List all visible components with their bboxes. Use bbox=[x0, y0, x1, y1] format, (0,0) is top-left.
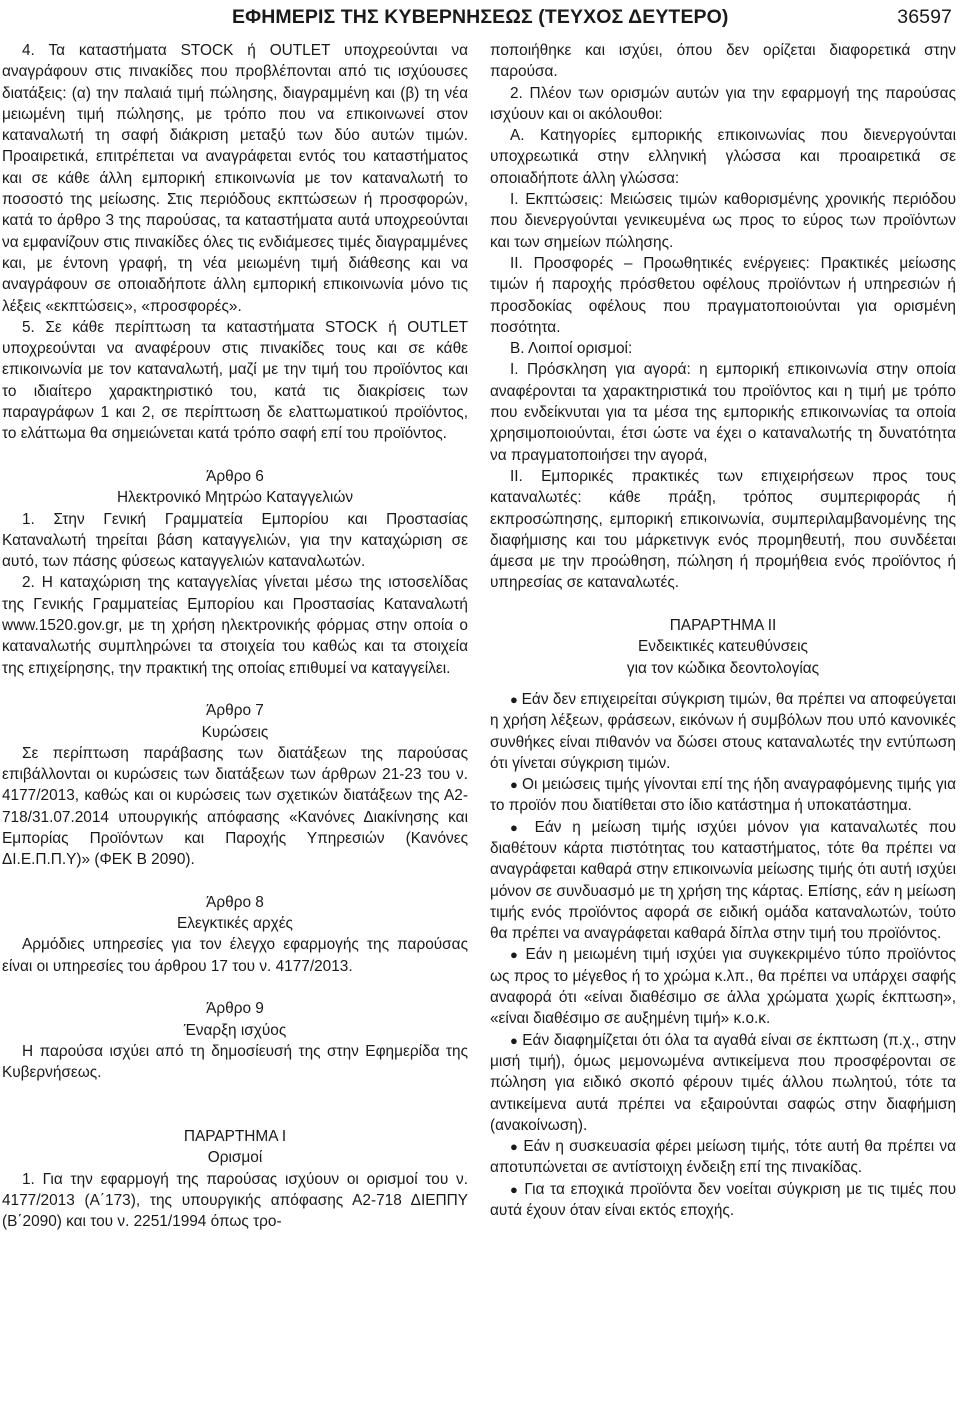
article-6-subtitle: Ηλεκτρονικό Μητρώο Καταγγελιών bbox=[116, 489, 354, 507]
annex-1-subtitle: Ορισμοί bbox=[207, 1149, 263, 1167]
guideline-bullet-3: ● Εάν η μείωση τιμής ισχύει μόνον για καταναλωτές που διαθέτουν κάρτα πιστότητας του καταστήματος, τότε θα πρέπει να αναγράφεται καθαρά στην επικοινωνία μείωσης τιμής ότι αυτή ισχύει μόνον σε συνδυασμό με τη χρήση της κάρτας. Επίσης, εάν η μείωση τιμής ενός προϊόντος αφορά σε ειδική ομάδα καταναλωτών, τούτο θα πρέπει να αναγράφεται καθαρά δίπλα στην τιμή του προϊόντος. bbox=[490, 817, 956, 945]
guideline-bullet-2: ● Οι μειώσεις τιμής γίνονται επί της ήδη αναγραφόμενης τιμής για το προϊόν που διατίθεται στο ίδιο κατάστημα ή υποκατάστημα. bbox=[490, 774, 956, 817]
annex-2-subtitle-2: για τον κώδικα δεοντολογίας bbox=[626, 659, 820, 677]
definition-b-i: Ι. Πρόσκληση για αγορά: η εμπορική επικοινωνία στην οποία αναφέρονται τα χαρακτηριστικά του προϊόντος και η τιμή με τρόπο που ενδείκνυται για τα μέσα της εμπορικής επικοινωνίας τα οποία χρησιμοποιούνται, έτσι ώστε να έχει ο καταναλωτής τη δυνατότητα να πραγματοποιήσει την αγορά, bbox=[490, 361, 956, 464]
left-column bbox=[2, 40, 468, 1233]
definition-a-i: Ι. Εκπτώσεις: Μειώσεις τιμών καθορισμένης χρονικής περιόδου που διενεργούνται γενικευμένα ως προς το εύρος των προϊόντων και των σημείων πώλησης. bbox=[490, 191, 956, 251]
article-6-paragraph-1: 1. Στην Γενική Γραμματεία Εμπορίου και Προστασίας Καταναλωτή τηρείται βάση καταγγελιών, για την καταχώριση σε αυτό, των πάσης φύσεως καταγγελιών καταναλωτών. bbox=[2, 510, 468, 571]
annex-1-title: ΠΑΡΑΡΤΗΜΑ Ι bbox=[183, 1128, 287, 1146]
guideline-bullet-6: ● Εάν η συσκευασία φέρει μείωση τιμής, τότε αυτή θα πρέπει να αποτυπώνεται σε αντίστοιχη ένδειξη επί της πινακίδας. bbox=[490, 1136, 956, 1179]
gazette-title: ΕΦΗΜΕΡΙΣ ΤΗΣ ΚΥΒΕΡΝΗΣΕΩΣ (ΤΕΥΧΟΣ ΔΕΥΤΕΡΟ) bbox=[232, 6, 729, 28]
article-7-subtitle: Κυρώσεις bbox=[201, 723, 269, 741]
article-9-subtitle: Έναρξη ισχύος bbox=[183, 1021, 287, 1039]
annex-2-subtitle-1: Ενδεικτικές κατευθύνσεις bbox=[638, 638, 808, 656]
page-number: 36597 bbox=[897, 6, 952, 28]
article-7-paragraph: Σε περίπτωση παράβασης των διατάξεων της παρούσας επιβάλλονται οι κυρώσεις των διατάξεων των άρθρων 21-23 του ν. 4177/2013, καθώς και οι κυρώσεις των σχετικών διατάξεων της Α2-718/31.07.2014 υπουργικής απόφασης «Κανόνες Διακίνησης και Εμπορίας Προϊόντων και Παροχής Υπηρεσιών (Κανόνες ΔΙ.Ε.Π.Π.Υ)» (ΦΕΚ Β 2090). bbox=[2, 744, 468, 869]
paragraph-4: 4. Τα καταστήματα STOCK ή OUTLET υποχρεούνται να αναγράφουν στις πινακίδες που προβλέπονται από τις ισχύουσες διατάξεις: (α) την παλαιά τιμή πώλησης, διαγραμμένη και (β) τη νέα μειωμένη τιμή πώλησης, με τρόπο που να επικοινωνεί στον καταναλωτή τη σαφή διάκριση μεταξύ των δύο αυτών τιμών. Προαιρετικά, επιτρέπεται να αναγράφεται εντός του καταστήματος και σε κάθε άλλη εμπορική επικοινωνία με τον καταναλωτή το ποσοστό της μείωσης. Στις περιόδους εκπτώσεων ή προσφορών, κατά το άρθρο 3 της παρούσας, τα καταστήματα αυτά υποχρεούνται να εμφανίζουν στις πινακίδες όλες τις ενδιάμεσες τιμές διαγραμμένες και, με έντονη γραφή, τη νέα μειωμένη τιμή διάθεσης και να αναγράφουν σε οποιαδήποτε άλλη εμπορική επικοινωνία μόνο τις λέξεις «εκπτώσεις», «προσφορές». bbox=[2, 42, 468, 315]
definition-b-ii: ΙΙ. Εμπορικές πρακτικές των επιχειρήσεων προς τους καταναλωτές: κάθε πράξη, τρόπος συμπεριφοράς ή εκπροσώπησης, εμπορική επικοινωνία, συμπεριλαμβανομένης της διαφήμισης και του μάρκετινγκ ενός προμηθευτή, που συνδέεται άμεσα με την προώθηση, πώληση ή προμήθεια ενός προϊόντος ή υπηρεσίας σε καταναλωτές. bbox=[490, 467, 956, 592]
article-9-title: Άρθρο 9 bbox=[206, 1000, 264, 1018]
guideline-bullet-7: ● Για τα εποχικά προϊόντα δεν νοείται σύγκριση με τις τιμές που αυτά έχουν όταν είναι εκτός εποχής. bbox=[490, 1179, 956, 1222]
annex-1-paragraph-1: 1. Για την εφαρμογή της παρούσας ισχύουν οι ορισμοί του ν. 4177/2013 (Α΄173), της υπουργικής απόφασης Α2-718 ΔΙΕΠΠΥ (Β΄2090) και του ν. 2251/1994 όπως τρο- bbox=[2, 1170, 468, 1231]
definition-a: Α. Κατηγορίες εμπορικής επικοινωνίας που διενεργούνται υποχρεωτικά στην ελληνική γλώσσα και προαιρετικά σε οποιαδήποτε άλλη γλώσσα: bbox=[490, 127, 956, 187]
article-7-title: Άρθρο 7 bbox=[206, 702, 264, 720]
article-6-title: Άρθρο 6 bbox=[206, 467, 264, 485]
right-column bbox=[490, 40, 956, 1221]
guideline-bullet-5: ● Εάν διαφημίζεται ότι όλα τα αγαθά είναι σε έκπτωση (π.χ., στην μισή τιμή), όμως μεμονωμένα αντικείμενα που προσφέρονται σε πώληση για ειδικό σκοπό φέρουν τιμές άλλου πωλητού, τότε τα αντικείμενα αυτά πρέπει να εξαιρούνται σαφώς στην διαφήμιση (ανακοίνωση). bbox=[490, 1030, 956, 1136]
article-6-paragraph-2: 2. Η καταχώριση της καταγγελίας γίνεται μέσω της ιστοσελίδας της Γενικής Γραμματείας Εμπορίου και Προστασίας Καταναλωτή www.1520.gov.gr, με τη χρήση ηλεκτρονικής φόρμας στην οποία ο καταναλωτής συμπληρώνει τα στοιχεία του καθώς και τα στοιχεία της επιχείρησης, την πρακτική της οποίας επιθυμεί να καταγγείλει. bbox=[2, 574, 468, 677]
guideline-bullet-1: ● Εάν δεν επιχειρείται σύγκριση τιμών, θα πρέπει να αποφεύγεται η χρήση λέξεων, φράσεων, εικόνων ή συμβόλων που υπό κανονικές συνθήκες είναι πιθανόν να δώσει στους καταναλωτές την εντύπωση ότι γίνεται σύγκριση τιμών. bbox=[490, 689, 956, 774]
annex-2-title: ΠΑΡΑΡΤΗΜΑ ΙΙ bbox=[669, 617, 777, 635]
annex-1-paragraph-2: 2. Πλέον των ορισμών αυτών για την εφαρμογή της παρούσας ισχύουν και οι ακόλουθοι: bbox=[490, 84, 956, 123]
definition-a-ii: ΙΙ. Προσφορές – Προωθητικές ενέργειες: Πρακτικές μείωσης τιμών ή παροχής πρόσθετου οφέλους προϊόντων ή υπηρεσιών ή προσδοκίας οφέλους που πραγματοποιούνται για ορισμένη ποσότητα. bbox=[490, 254, 956, 336]
article-9-paragraph: Η παρούσα ισχύει από τη δημοσίευσή της στην Εφημερίδα της Κυβερνήσεως. bbox=[2, 1042, 468, 1082]
article-8-paragraph: Αρμόδιες υπηρεσίες για τον έλεγχο εφαρμογής της παρούσας είναι οι υπηρεσίες του άρθρου 17 του ν. 4177/2013. bbox=[2, 936, 468, 975]
guideline-bullet-4: ● Εάν η μειωμένη τιμή ισχύει για συγκεκριμένο τύπο προϊόντος ως προς το μέγεθος ή το χρώμα κ.λπ., θα πρέπει να υπάρχει σαφής αναφορά ότι «είναι διαθέσιμο σε άλλα χρώματα χωρίς έκπτωση», «είναι διαθέσιμο σε αυξημένη τιμή» κ.ο.κ. bbox=[490, 944, 956, 1029]
article-8-subtitle: Ελεγκτικές αρχές bbox=[177, 915, 293, 933]
continuation-text: ποποιήθηκε και ισχύει, όπου δεν ορίζεται διαφορετικά στην παρούσα. bbox=[490, 42, 956, 81]
page-header bbox=[0, 0, 960, 34]
definition-b: Β. Λοιποί ορισμοί: bbox=[510, 340, 633, 358]
paragraph-5: 5. Σε κάθε περίπτωση τα καταστήματα STOCK ή OUTLET υποχρεούνται να αναφέρουν στις πινακίδες τους και σε κάθε επικοινωνία με τον καταναλωτή, μαζί με την τιμή του προϊόντος και το ιδιαίτερο χαρακτηριστικό του, κατά τις διακρίσεις των παραγράφων 1 και 2, σε περίπτωση δε ελαττωματικού προϊόντος, το ελάττωμα θα σημειώνεται κατά τρόπο σαφή επί του προϊόντος. bbox=[2, 318, 468, 443]
article-8-title: Άρθρο 8 bbox=[206, 893, 264, 911]
